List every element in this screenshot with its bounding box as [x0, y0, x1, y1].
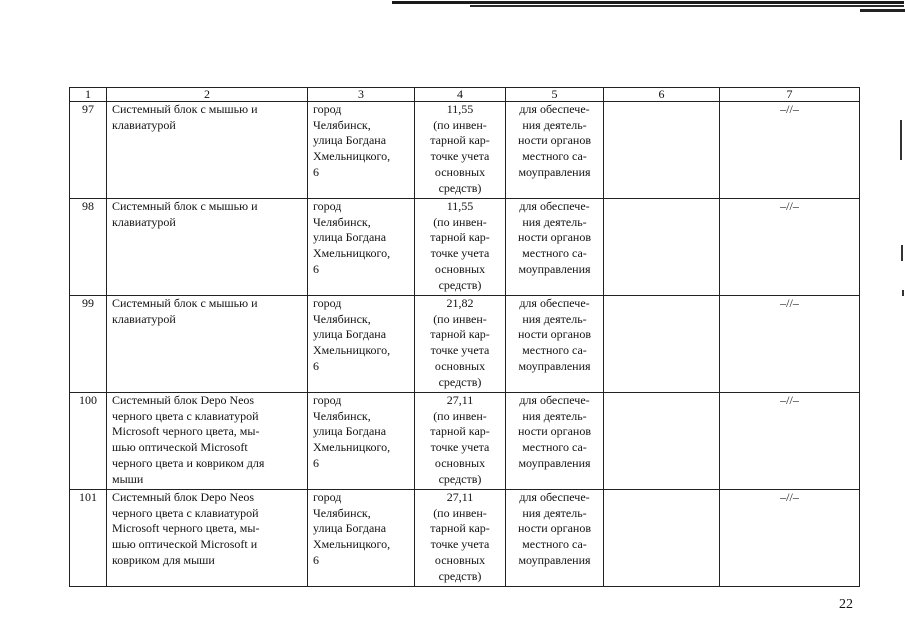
cell-text-line: для обеспече-: [519, 102, 590, 116]
cell-text-line: 21,82: [446, 296, 474, 310]
cell-text-line: точке учета: [430, 343, 490, 358]
cell-text-line: моуправления: [518, 358, 591, 373]
column-header: 4: [415, 88, 506, 102]
item-name-cell: [107, 199, 308, 296]
scan-artifact-line: [470, 5, 904, 7]
row-number: 101: [70, 490, 107, 587]
page-number: 22: [839, 597, 853, 612]
item-name-cell: [107, 102, 308, 199]
cell-text-line: основных: [434, 358, 486, 373]
cell-text-line: 6: [313, 552, 319, 567]
cell-text-line: точке учета: [430, 149, 490, 164]
cell-text-line: город: [313, 199, 342, 213]
address-cell: [308, 296, 415, 393]
table-header-row: [70, 88, 860, 102]
cell-text-line: ния деятель-: [522, 214, 587, 229]
cell-text-line: улица Богдана: [313, 424, 387, 439]
cell-text-line: ности органов: [517, 327, 592, 342]
value-cell: [415, 199, 506, 296]
cell-text-line: основных: [434, 164, 486, 179]
cell-text-line: Челябинск,: [313, 408, 371, 423]
address-cell: [308, 102, 415, 199]
property-register-table: [69, 87, 860, 587]
cell-text-line: улица Богдана: [313, 521, 387, 536]
table-row: [70, 199, 860, 296]
item-name-cell: [107, 393, 308, 490]
value-cell: [415, 490, 506, 587]
table-row: [70, 490, 860, 587]
cell-text-line: Системный блок Depo Neos: [112, 393, 255, 407]
cell-text-line: 6: [313, 358, 319, 373]
scan-margin-mark: [902, 290, 904, 296]
cell-text-line: ности органов: [517, 424, 592, 439]
cell-text-line: 27,11: [446, 393, 474, 407]
item-name-cell: [107, 490, 308, 587]
cell-text-line: для обеспече-: [519, 490, 590, 504]
address-cell: [308, 393, 415, 490]
cell-text-line: Челябинск,: [313, 214, 371, 229]
cell-text-line: средств): [438, 277, 482, 292]
cell-text-line: ности органов: [517, 230, 592, 245]
cell-text-line: шью оптической Microsoft: [112, 440, 248, 455]
cell-text-line: город: [313, 490, 342, 504]
column-6-cell: [604, 296, 720, 393]
cell-text-line: ния деятель-: [522, 117, 587, 132]
cell-text-line: моуправления: [518, 455, 591, 470]
purpose-cell: [506, 296, 604, 393]
cell-text-line: тарной кар-: [430, 133, 490, 148]
cell-text-line: точке учета: [430, 246, 490, 261]
address-cell: [308, 199, 415, 296]
address-cell: [308, 490, 415, 587]
cell-text-line: клавиатурой: [112, 311, 176, 326]
cell-text-line: ности органов: [517, 521, 592, 536]
cell-text-line: ния деятель-: [522, 408, 587, 423]
cell-text-line: ния деятель-: [522, 505, 587, 520]
cell-text-line: тарной кар-: [430, 424, 490, 439]
cell-text-line: основных: [434, 261, 486, 276]
scan-artifact-line: [860, 9, 905, 12]
cell-text-line: клавиатурой: [112, 117, 176, 132]
column-6-cell: [604, 490, 720, 587]
cell-text-line: (по инвен-: [433, 117, 487, 132]
column-header: 6: [604, 88, 720, 102]
cell-text-line: ния деятель-: [522, 311, 587, 326]
column-7-cell: –//–: [720, 393, 860, 490]
cell-text-line: средств): [438, 568, 482, 583]
cell-text-line: черного цвета с клавиатурой: [112, 408, 259, 423]
cell-text-line: основных: [434, 455, 486, 470]
value-cell: [415, 393, 506, 490]
cell-text-line: 6: [313, 261, 319, 276]
table-row: [70, 102, 860, 199]
item-name-cell: [107, 296, 308, 393]
cell-text-line: (по инвен-: [433, 311, 487, 326]
column-header: 5: [506, 88, 604, 102]
column-header: 3: [308, 88, 415, 102]
cell-text-line: точке учета: [430, 440, 490, 455]
column-7-cell: –//–: [720, 296, 860, 393]
cell-text-line: ковриком для мыши: [112, 552, 215, 567]
scan-margin-mark: [901, 245, 903, 261]
cell-text-line: для обеспече-: [519, 296, 590, 310]
cell-text-line: (по инвен-: [433, 505, 487, 520]
cell-text-line: ности органов: [517, 133, 592, 148]
column-7-cell: –//–: [720, 199, 860, 296]
cell-text-line: моуправления: [518, 261, 591, 276]
cell-text-line: 11,55: [446, 199, 474, 213]
cell-text-line: Челябинск,: [313, 311, 371, 326]
cell-text-line: моуправления: [518, 164, 591, 179]
cell-text-line: черного цвета и ковриком для: [112, 455, 265, 470]
cell-text-line: средств): [438, 374, 482, 389]
cell-text-line: улица Богдана: [313, 133, 387, 148]
cell-text-line: Хмельницкого,: [313, 343, 391, 358]
cell-text-line: для обеспече-: [519, 199, 590, 213]
cell-text-line: улица Богдана: [313, 327, 387, 342]
cell-text-line: местного са-: [522, 343, 587, 358]
cell-text-line: Системный блок Depo Neos: [112, 490, 255, 504]
column-6-cell: [604, 199, 720, 296]
column-6-cell: [604, 393, 720, 490]
cell-text-line: шью оптической Microsoft и: [112, 537, 258, 552]
cell-text-line: моуправления: [518, 552, 591, 567]
cell-text-line: город: [313, 393, 342, 407]
cell-text-line: мыши: [112, 471, 144, 486]
cell-text-line: Хмельницкого,: [313, 246, 391, 261]
scan-margin-mark: [900, 120, 902, 160]
cell-text-line: (по инвен-: [433, 214, 487, 229]
value-cell: [415, 102, 506, 199]
cell-text-line: местного са-: [522, 440, 587, 455]
cell-text-line: тарной кар-: [430, 521, 490, 536]
cell-text-line: точке учета: [430, 537, 490, 552]
cell-text-line: (по инвен-: [433, 408, 487, 423]
cell-text-line: черного цвета с клавиатурой: [112, 505, 259, 520]
column-header: 7: [720, 88, 860, 102]
cell-text-line: 11,55: [446, 102, 474, 116]
column-7-cell: –//–: [720, 490, 860, 587]
row-number: 97: [70, 102, 107, 199]
scan-artifact-line: [392, 1, 904, 4]
cell-text-line: 6: [313, 455, 319, 470]
cell-text-line: город: [313, 296, 342, 310]
table-row: [70, 296, 860, 393]
cell-text-line: Microsoft черного цвета, мы-: [112, 521, 260, 536]
cell-text-line: Хмельницкого,: [313, 440, 391, 455]
cell-text-line: город: [313, 102, 342, 116]
purpose-cell: [506, 102, 604, 199]
cell-text-line: местного са-: [522, 149, 587, 164]
purpose-cell: [506, 199, 604, 296]
column-6-cell: [604, 102, 720, 199]
cell-text-line: Системный блок с мышью и: [112, 102, 258, 116]
cell-text-line: местного са-: [522, 246, 587, 261]
cell-text-line: улица Богдана: [313, 230, 387, 245]
row-number: 100: [70, 393, 107, 490]
row-number: 99: [70, 296, 107, 393]
cell-text-line: Microsoft черного цвета, мы-: [112, 424, 260, 439]
cell-text-line: основных: [434, 552, 486, 567]
cell-text-line: средств): [438, 180, 482, 195]
cell-text-line: Челябинск,: [313, 117, 371, 132]
column-7-cell: –//–: [720, 102, 860, 199]
cell-text-line: местного са-: [522, 537, 587, 552]
cell-text-line: тарной кар-: [430, 230, 490, 245]
table-row: [70, 393, 860, 490]
cell-text-line: Хмельницкого,: [313, 537, 391, 552]
cell-text-line: Системный блок с мышью и: [112, 199, 258, 213]
cell-text-line: Челябинск,: [313, 505, 371, 520]
purpose-cell: [506, 490, 604, 587]
cell-text-line: клавиатурой: [112, 214, 176, 229]
cell-text-line: для обеспече-: [519, 393, 590, 407]
cell-text-line: 6: [313, 164, 319, 179]
column-header: 1: [70, 88, 107, 102]
purpose-cell: [506, 393, 604, 490]
column-header: 2: [107, 88, 308, 102]
cell-text-line: 27,11: [446, 490, 474, 504]
value-cell: [415, 296, 506, 393]
cell-text-line: тарной кар-: [430, 327, 490, 342]
cell-text-line: Системный блок с мышью и: [112, 296, 258, 310]
cell-text-line: средств): [438, 471, 482, 486]
row-number: 98: [70, 199, 107, 296]
cell-text-line: Хмельницкого,: [313, 149, 391, 164]
